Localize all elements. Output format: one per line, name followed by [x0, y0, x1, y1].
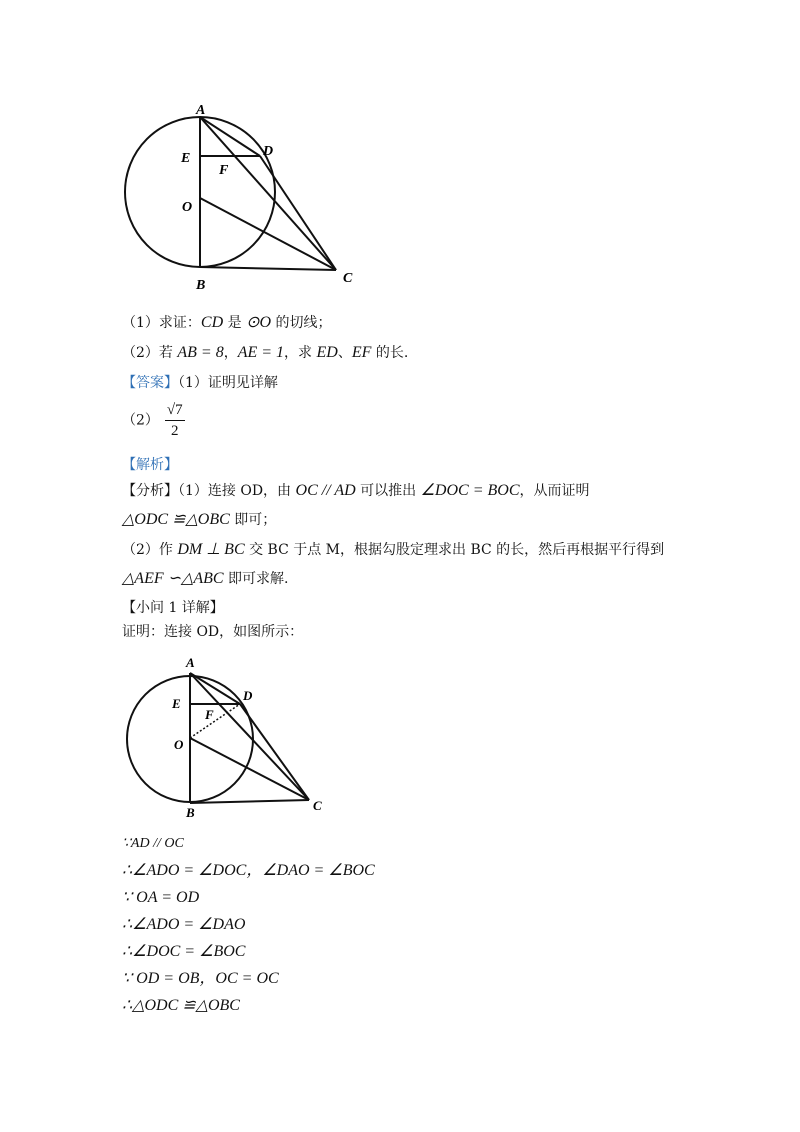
- label-a: A: [186, 655, 195, 670]
- fenxi-line-3: （2）作 DM ⊥ BC 交 BC 于点 M，根据勾股定理求出 BC 的长，然后再根据平行得到: [122, 541, 665, 558]
- proof-step-7: ∴△ODC ≌△OBC: [122, 997, 240, 1014]
- answer-part-2: （2） $\frac{√7}{2}$: [122, 402, 183, 439]
- proof-step-2: ∴∠ADO = ∠DOC，∠DAO = ∠BOC: [122, 862, 375, 879]
- label-b: B: [196, 278, 206, 293]
- geometry-diagram-1: [110, 100, 370, 300]
- proof-step-3: ∵ OA = OD: [122, 889, 200, 906]
- proof-step-6: ∵ OD = OB，OC = OC: [122, 970, 279, 987]
- label-f: F: [219, 163, 229, 178]
- segment-oc: [190, 738, 309, 800]
- figure-1: [110, 100, 370, 300]
- proof-intro: 证明：连接 OD，如图所示：: [122, 624, 304, 640]
- proof-step-5: ∴∠DOC = ∠BOC: [122, 943, 246, 960]
- segment-oc: [200, 198, 336, 270]
- label-e: E: [172, 696, 181, 711]
- label-c: C: [313, 798, 322, 813]
- answer-line: 【答案】（1）证明见详解: [122, 375, 278, 391]
- question-part-2: （2）若 AB = 8，AE = 1，求 ED、EF 的长.: [122, 344, 409, 361]
- proof-step-4: ∴∠ADO = ∠DAO: [122, 916, 246, 933]
- segment-ac: [200, 117, 336, 270]
- segment-od-dotted: [190, 704, 240, 738]
- label-f: F: [205, 707, 214, 722]
- fenxi-line-4: △AEF ∽△ABC 即可求解.: [122, 570, 289, 587]
- label-a: A: [196, 103, 206, 118]
- figure-2: [116, 650, 336, 825]
- label-d: D: [243, 688, 253, 703]
- label-d: D: [263, 144, 274, 159]
- fenxi-line-2: △ODC ≌△OBC 即可；: [122, 511, 277, 528]
- fenxi-line-1: 【分析】（1）连接 OD，由 OC // AD 可以推出 ∠DOC = BOC，从而证明: [122, 482, 590, 499]
- proof-step-1: ∵AD // OC: [122, 836, 184, 851]
- geometry-diagram-2: [116, 650, 336, 825]
- analysis-label-line: [122, 455, 178, 475]
- analysis-label: 【解析】: [122, 457, 178, 473]
- fraction-numerator: √7: [165, 400, 185, 421]
- segment-dc: [240, 704, 309, 800]
- label-b: B: [186, 805, 195, 820]
- answer-fraction: [165, 400, 185, 441]
- label-c: C: [343, 271, 353, 286]
- label-o: O: [182, 200, 193, 215]
- label-e: E: [181, 151, 191, 166]
- segment-bc: [200, 267, 336, 270]
- label-o: O: [174, 737, 184, 752]
- question-part-1: （1）求证：CD 是 ⊙O 的切线；: [122, 314, 332, 331]
- sub-question-1-label: 【小问 1 详解】: [122, 600, 224, 616]
- answer-label: 【答案】: [122, 375, 178, 391]
- fraction-denominator: 2: [171, 423, 179, 439]
